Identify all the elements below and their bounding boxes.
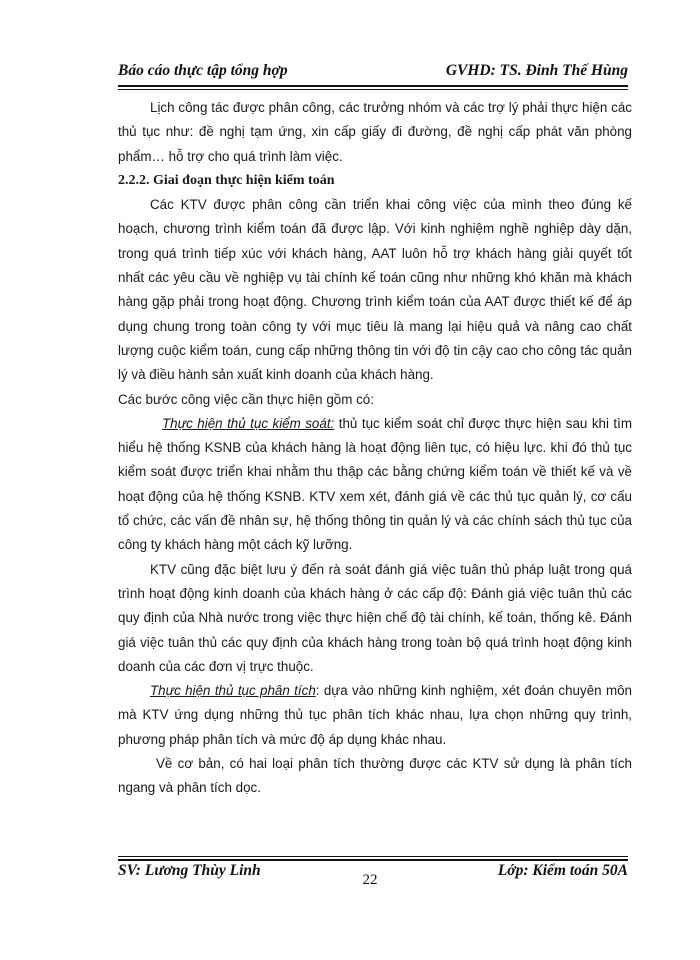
document-body bbox=[118, 96, 632, 801]
term-control-procedures: Thực hiện thủ tục kiểm soát: bbox=[162, 415, 335, 431]
paragraph-analytical-procedures bbox=[118, 679, 632, 752]
header-supervisor: GVHD: TS. Đinh Thế Hùng bbox=[445, 62, 628, 79]
page-number: 22 bbox=[362, 872, 378, 888]
paragraph-compliance: KTV cũng đặc biệt lưu ý đến rà soát đánh giá việc tuân thủ pháp luật trong quá trình hoạt động kinh doanh của khách hàng ở các cấp độ: Đánh giá việc tuân thủ các quy định của Nhà nước trong việc thực hiện chế độ tài chính, kế toán, thống kê. Đánh giá việc tuân thủ các quy định của khách hàng trong toàn bộ quá trình hoạt động kinh doanh của các đơn vị trực thuộc. bbox=[118, 561, 632, 674]
paragraph-audit-execution: Các KTV được phân công cần triển khai công việc của mình theo đúng kế hoạch, chương trình kiểm toán đã được lập. Với kinh nghiệm nghề nghiệp dày dặn, trong quá trình tiếp xúc với khách hàng, AAT luôn hỗ trợ khách hàng giải quyết tốt nhất các yêu cầu về nghiệp vụ tài chính kế toán cũng như những khó khăn mà khách hàng gặp phải trong hoạt động. Chương trình kiểm toán của AAT được thiết kế để áp dụng chung trong toàn công ty với mục tiêu là mang lại hiệu quả và nâng cao chất lượng cuộc kiểm toán, cung cấp những thông tin với độ tin cậy cao cho công tác quản lý và điều hành sản xuất kinh doanh của khách hàng. bbox=[118, 197, 632, 383]
footer-rule-thick bbox=[118, 859, 628, 861]
control-procedures-text: thủ tục kiểm soát chỉ được thực hiện sau khi tìm hiểu hệ thống KSNB của khách hàng là hoạt động liên tục, có hiệu lực. khi đó thủ tục kiểm soát được triển khai nhằm thu thập các bằng chứng kiểm toán về thiết kế và về hoạt động của hệ thống KSNB. KTV xem xét, đánh giá về các thủ tục quản lý, cơ cấu tổ chức, các vấn đề nhân sự, hệ thống thông tin quản lý và các chính sách thủ tục của công ty khách hàng một cách kỹ lưỡng. bbox=[118, 415, 632, 553]
footer-class: Lớp: Kiểm toán 50A bbox=[497, 862, 628, 879]
page-header bbox=[118, 62, 628, 84]
header-rule-thin bbox=[118, 89, 628, 90]
term-analytical-procedures: Thực hiện thủ tục phân tích bbox=[150, 683, 316, 699]
header-rule-thick bbox=[118, 85, 628, 87]
paragraph-steps-intro: Các bước công việc cần thực hiện gồm có: bbox=[118, 391, 374, 407]
paragraph-analysis-types: Về cơ bản, có hai loại phân tích thường được các KTV sử dụng là phân tích ngang và phân tích dọc. bbox=[118, 756, 632, 796]
paragraph-control-procedures bbox=[118, 412, 632, 558]
header-report-title: Báo cáo thực tập tổng hợp bbox=[118, 62, 288, 79]
footer-student: SV: Lương Thùy Linh bbox=[118, 862, 261, 879]
analytical-procedures-text: : dựa vào những kinh nghiệm, xét đoán chuyên môn mà KTV ứng dụng những thủ tục phân tích khác nhau, lựa chọn những quy trình, phương pháp phân tích và mức độ áp dụng khác nhau. bbox=[118, 683, 632, 747]
paragraph-schedule: Lịch công tác được phân công, các trưởng nhóm và các trợ lý phải thực hiện các thủ tục như: đề nghị tạm ứng, xin cấp giấy đi đường, đề nghị cấp phát văn phòng phẩm… hỗ trợ cho quá trình làm việc. bbox=[118, 100, 632, 164]
section-heading: 2.2.2. Giai đoạn thực hiện kiểm toán bbox=[118, 172, 335, 188]
footer-rule-thin bbox=[118, 856, 628, 857]
